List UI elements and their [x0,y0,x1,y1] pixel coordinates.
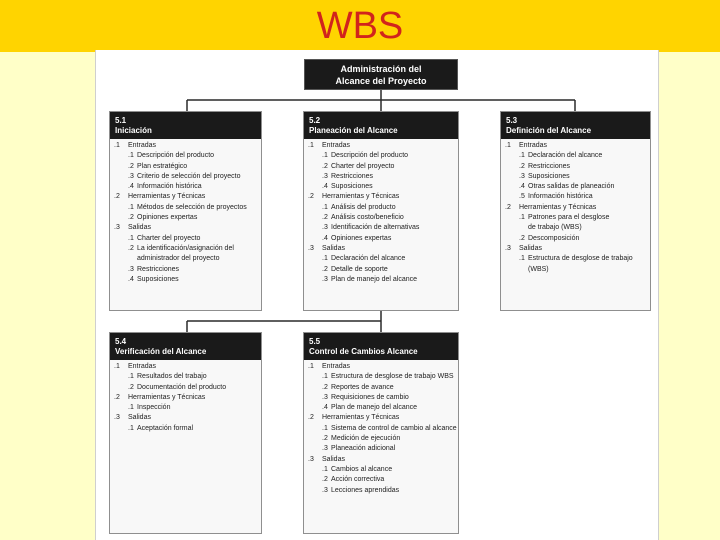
section-heading [114,192,257,202]
section-heading [308,192,454,202]
item-number: .1 [322,152,328,160]
process-body [304,360,458,496]
item-text: Entradas [128,363,157,370]
item-text: Medición de ejecución [331,435,401,443]
item-number: .1 [308,363,314,370]
item-number: .2 [322,383,328,391]
process-title: Definición del Alcance [506,126,592,135]
item-text: Estructura de desglose de trabajo WBS [331,373,454,381]
list-item [114,162,257,172]
item-text: Entradas [322,363,351,370]
list-item [505,234,646,244]
list-item [114,403,257,413]
item-number: .4 [322,234,328,242]
item-text: de trabajo (WBS) [528,224,582,232]
item-number: .3 [128,172,134,180]
item-number: .1 [128,373,134,381]
item-text: Restricciones [137,265,180,273]
slide-title: WBS [316,5,404,47]
item-text: Análisis costo/beneficio [331,214,404,222]
item-text: Salidas [322,455,345,463]
item-number: .1 [322,255,328,263]
list-item [308,372,454,382]
item-number: .2 [322,162,328,170]
item-text: Entradas [322,142,351,149]
item-number: .1 [128,203,134,211]
process-title: Control de Cambios Alcance [309,347,418,356]
process-number: 5.1 [115,116,127,125]
item-number: .3 [114,414,120,422]
item-text: Identificación de alternativas [331,224,420,232]
list-item [505,254,646,264]
list-item [505,172,646,182]
list-item [505,223,646,233]
item-text: Plan estratégico [137,162,188,170]
item-number: .4 [322,183,328,191]
item-number: .1 [128,404,134,412]
list-item [308,424,457,434]
section-heading [308,362,454,372]
item-text: Aceptación formal [137,424,194,432]
list-item [114,383,257,393]
item-number: .2 [308,193,314,201]
item-number: .3 [322,393,328,401]
process-box-scope-definition [500,111,651,311]
item-number: .2 [128,162,134,170]
item-text: Cambios al alcance [331,465,393,473]
list-item [114,203,257,213]
section-heading [114,141,257,151]
list-item [114,172,257,182]
item-text: Análisis del producto [331,203,396,211]
item-number: .2 [322,476,328,484]
item-number: .1 [322,373,328,381]
item-text: Salidas [128,414,151,422]
list-item [308,213,454,223]
item-number: .3 [519,172,525,180]
item-number: .1 [128,234,134,242]
section-heading [308,141,454,151]
item-text: Criterio de selección del proyecto [137,172,241,180]
item-text: Herramientas y Técnicas [322,414,400,422]
item-number: .1 [519,255,525,263]
root-node-scope-management [304,59,458,90]
item-number: .2 [128,244,134,252]
item-text: Plan de manejo del alcance [331,404,418,412]
item-text: (WBS) [528,265,549,273]
process-body [110,360,261,434]
list-item [308,223,454,233]
item-number: .3 [322,445,328,453]
item-text: Salidas [519,244,542,252]
item-number: .1 [308,142,314,149]
item-number: .5 [519,193,525,201]
item-text: Documentación del producto [137,383,227,391]
item-number: .2 [322,265,328,273]
process-header [110,333,261,360]
item-number: .1 [519,152,525,160]
list-item [114,372,257,382]
process-number: 5.4 [115,337,127,346]
process-number: 5.5 [309,337,321,346]
section-heading [308,413,454,423]
list-item [308,182,454,192]
item-text: Plan de manejo del alcance [331,275,418,283]
item-number: .4 [322,404,328,412]
item-number: .3 [322,275,328,283]
list-item [505,192,646,202]
process-box-scope-change-control [303,332,459,534]
list-item [114,234,257,244]
item-number: .1 [114,363,120,370]
item-number: .1 [322,465,328,473]
item-text: Restricciones [528,162,571,170]
item-number: .2 [114,193,120,201]
item-number: .1 [519,214,525,222]
list-item [505,213,646,223]
section-heading [114,413,257,423]
item-number: .2 [128,214,134,222]
item-text: Herramientas y Técnicas [128,193,206,201]
item-number: .3 [308,244,314,252]
item-text: Acción correctiva [331,476,385,484]
item-text: Información histórica [137,183,202,191]
section-heading [505,244,646,254]
process-header [501,112,650,139]
list-item [308,172,454,182]
item-text: Suposiciones [137,275,179,283]
item-number: .2 [519,234,525,242]
item-text: Entradas [128,142,157,149]
item-text: Detalle de soporte [331,265,388,273]
item-text: Información histórica [528,193,593,201]
list-item [308,162,454,172]
list-item [114,265,257,275]
item-text: Restricciones [331,172,374,180]
item-number: .4 [519,183,525,191]
item-text: Otras salidas de planeación [528,183,615,191]
process-body [110,139,261,285]
item-text: Declaración del alcance [528,152,603,160]
item-text: administrador del proyecto [137,255,220,263]
item-text: Inspección [137,404,171,412]
list-item [308,254,454,264]
item-text: Descripción del producto [137,152,215,160]
item-number: .3 [505,244,511,252]
item-number: .1 [114,142,120,149]
list-item [308,275,454,285]
list-item [505,151,646,161]
list-item [505,182,646,192]
process-box-initiation [109,111,262,311]
item-number: .1 [128,152,134,160]
item-text: Herramientas y Técnicas [519,203,597,211]
item-number: .3 [322,224,328,232]
item-text: Entradas [519,142,548,149]
process-box-scope-planning [303,111,459,311]
item-text: Requisiciones de cambio [331,393,409,401]
item-text: Lecciones aprendidas [331,486,400,494]
list-item [114,244,257,254]
item-text: Herramientas y Técnicas [322,193,400,201]
list-item [308,151,454,161]
item-text: Reportes de avance [331,383,394,391]
item-number: .2 [322,214,328,222]
process-number: 5.3 [506,116,518,125]
list-item [308,475,454,485]
process-title: Iniciación [115,126,152,135]
item-number: .1 [128,424,134,432]
item-text: Resultados del trabajo [137,373,207,381]
item-number: .2 [128,383,134,391]
item-text: Planeación adicional [331,445,396,453]
section-heading [114,223,257,233]
item-text: Opiniones expertas [331,234,392,242]
list-item [308,203,454,213]
list-item [114,254,257,264]
item-text: Métodos de selección de proyectos [137,203,247,211]
process-title: Verificación del Alcance [115,347,207,356]
list-item [114,151,257,161]
item-text: Herramientas y Técnicas [128,393,206,401]
item-text: Patrones para el desglose [528,214,610,222]
list-item [308,393,454,403]
list-item [308,465,454,475]
item-number: .3 [322,172,328,180]
item-number: .4 [128,183,134,191]
process-header [304,112,458,139]
item-number: .3 [322,486,328,494]
section-heading [114,362,257,372]
item-number: .2 [308,414,314,422]
item-text: Charter del proyecto [331,162,395,170]
root-line-2: Alcance del Proyecto [335,76,427,86]
process-body [304,139,458,285]
item-text: Sistema de control de cambio al alcance [331,424,457,432]
root-line-1: Administración del [340,64,422,74]
process-body [501,139,650,275]
item-number: .3 [128,265,134,273]
item-text: Suposiciones [528,172,570,180]
process-header [110,112,261,139]
list-item [114,424,257,434]
list-item [505,162,646,172]
item-text: Descomposición [528,234,580,242]
process-number: 5.2 [309,116,321,125]
section-heading [505,141,646,151]
item-number: .2 [505,203,511,211]
item-text: Salidas [322,244,345,252]
list-item [308,403,454,413]
item-text: Charter del proyecto [137,234,201,242]
list-item [308,234,454,244]
process-box-scope-verification [109,332,262,534]
item-number: .2 [114,393,120,401]
list-item [308,444,454,454]
list-item [308,265,454,275]
list-item [308,486,454,496]
section-heading [308,244,454,254]
item-number: .1 [322,203,328,211]
process-header [304,333,458,360]
list-item [114,182,257,192]
item-text: Salidas [128,224,151,232]
item-number: .3 [114,224,120,232]
section-heading [114,393,257,403]
item-number: .4 [128,275,134,283]
section-heading [505,203,646,213]
item-text: Opiniones expertas [137,214,198,222]
item-text: Declaración del alcance [331,255,406,263]
list-item [308,383,454,393]
item-number: .3 [308,455,314,463]
item-text: Estructura de desglose de trabajo [528,255,633,263]
list-item [308,434,454,444]
item-number: .2 [322,435,328,443]
process-title: Planeación del Alcance [309,126,398,135]
list-item [114,275,257,285]
item-number: .1 [322,424,328,432]
item-text: Suposiciones [331,183,373,191]
section-heading [308,455,454,465]
item-text: La identificación/asignación del [137,244,234,252]
item-text: Descripción del producto [331,152,409,160]
item-number: .1 [505,142,511,149]
list-item [114,213,257,223]
item-number: .2 [519,162,525,170]
list-item [505,265,646,275]
